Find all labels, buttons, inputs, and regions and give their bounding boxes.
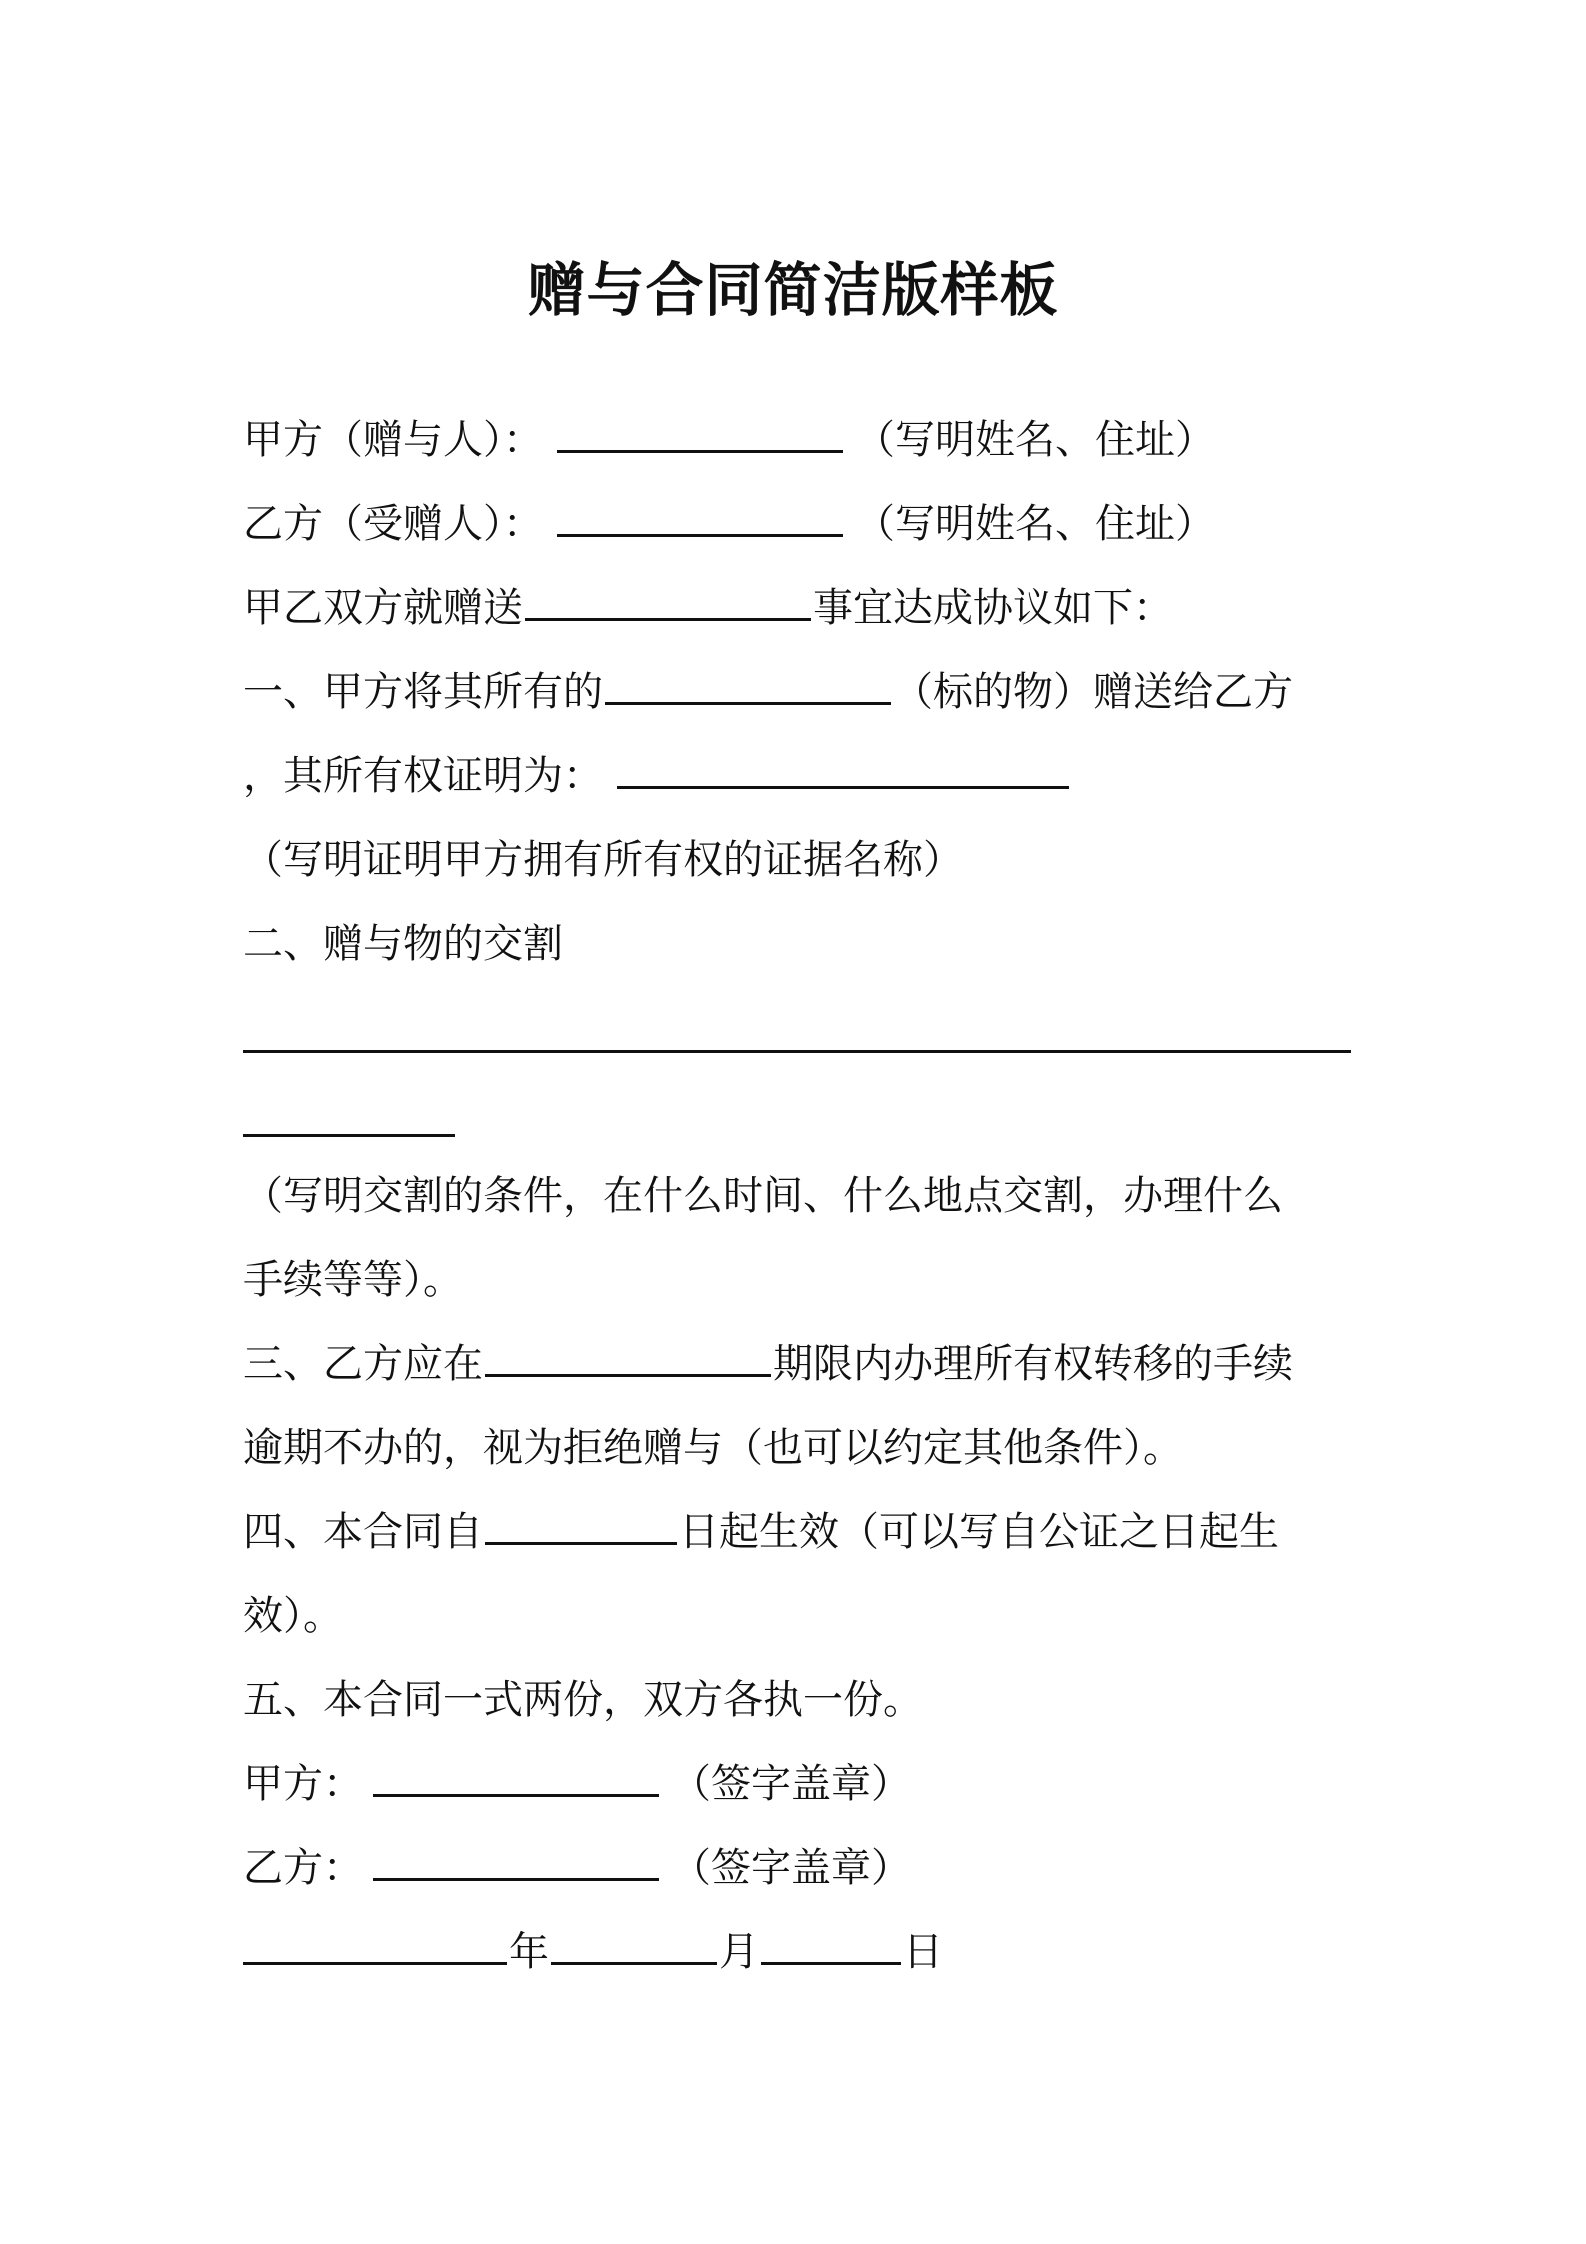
clause-2-blank-line-2: [243, 1094, 455, 1154]
party-a-label: 甲方（赠与人）：: [243, 417, 543, 463]
clause-1-note: （写明证明甲方拥有所有权的证据名称）: [243, 837, 963, 883]
clause-2-note-2: 手续等等）。: [243, 1257, 463, 1303]
clause-2-heading: 二、赠与物的交割: [243, 921, 563, 967]
year-label: 年: [509, 1929, 549, 1975]
clause-2-note-1: （写明交割的条件，在什么时间、什么地点交割，办理什么: [243, 1173, 1283, 1219]
party-b-label: 乙方（受赠人）：: [243, 501, 543, 547]
signature-b-note: （签字盖章）: [671, 1845, 911, 1891]
signature-a-line: [243, 1754, 911, 1814]
party-a-note: （写明姓名、住址）: [855, 417, 1215, 463]
signature-a-blank[interactable]: [373, 1760, 659, 1797]
transfer-deadline-blank[interactable]: [485, 1340, 771, 1377]
clause-2-heading-line: [243, 914, 563, 974]
signature-a-label: 甲方：: [243, 1761, 363, 1807]
day-label: 日: [903, 1929, 943, 1975]
clause-4-line: [243, 1502, 1279, 1562]
effective-date-blank[interactable]: [485, 1508, 677, 1545]
clause-1-prefix: 一、甲方将其所有的: [243, 669, 603, 715]
clause-3-suffix: 期限内办理所有权转移的手续: [773, 1341, 1293, 1387]
clause-5-line: [243, 1670, 923, 1730]
clause-5-text: 五、本合同一式两份，双方各执一份。: [243, 1677, 923, 1723]
delivery-terms-blank-1[interactable]: [243, 1016, 1351, 1053]
party-b-line: [243, 494, 1215, 554]
clause-1-line: [243, 662, 1293, 722]
signature-b-blank[interactable]: [373, 1844, 659, 1881]
clause-1-cont-prefix: ，其所有权证明为：: [243, 753, 603, 799]
page-title: 赠与合同简洁版样板: [527, 256, 1059, 324]
signature-b-label: 乙方：: [243, 1845, 363, 1891]
signature-a-note: （签字盖章）: [671, 1761, 911, 1807]
clause-1-ownership-line: [243, 746, 1071, 806]
party-a-name-blank[interactable]: [557, 416, 843, 453]
agreement-prefix: 甲乙双方就赠送: [243, 585, 523, 631]
clause-4-prefix: 四、本合同自: [243, 1509, 483, 1555]
signature-b-line: [243, 1838, 911, 1898]
clause-1-suffix: （标的物）赠送给乙方: [893, 669, 1293, 715]
clause-3-prefix: 三、乙方应在: [243, 1341, 483, 1387]
party-a-line: [243, 410, 1215, 470]
clause-4-line2: 效）。: [243, 1593, 343, 1639]
clause-3-line: [243, 1334, 1293, 1394]
month-label: 月: [719, 1929, 759, 1975]
day-blank[interactable]: [761, 1928, 901, 1965]
clause-2-note-line-2: [243, 1250, 463, 1310]
gift-matter-blank[interactable]: [525, 584, 811, 621]
subject-matter-blank[interactable]: [605, 668, 891, 705]
clause-2-note-line-1: [243, 1166, 1283, 1226]
clause-1-note-line: [243, 830, 963, 890]
year-blank[interactable]: [243, 1928, 507, 1965]
clause-4-line-2: [243, 1586, 343, 1646]
ownership-proof-blank[interactable]: [617, 752, 1069, 789]
delivery-terms-blank-2[interactable]: [243, 1100, 455, 1137]
clause-3-line-2: [243, 1418, 1183, 1478]
month-blank[interactable]: [551, 1928, 717, 1965]
clause-4-suffix: 日起生效（可以写自公证之日起生: [679, 1509, 1279, 1555]
party-b-name-blank[interactable]: [557, 500, 843, 537]
date-line: [243, 1922, 943, 1982]
agreement-suffix: 事宜达成协议如下：: [813, 585, 1173, 631]
clause-2-blank-line-1: [243, 1010, 1351, 1070]
party-b-note: （写明姓名、住址）: [855, 501, 1215, 547]
clause-3-line2: 逾期不办的，视为拒绝赠与（也可以约定其他条件）。: [243, 1425, 1183, 1471]
agreement-line: [243, 578, 1173, 638]
